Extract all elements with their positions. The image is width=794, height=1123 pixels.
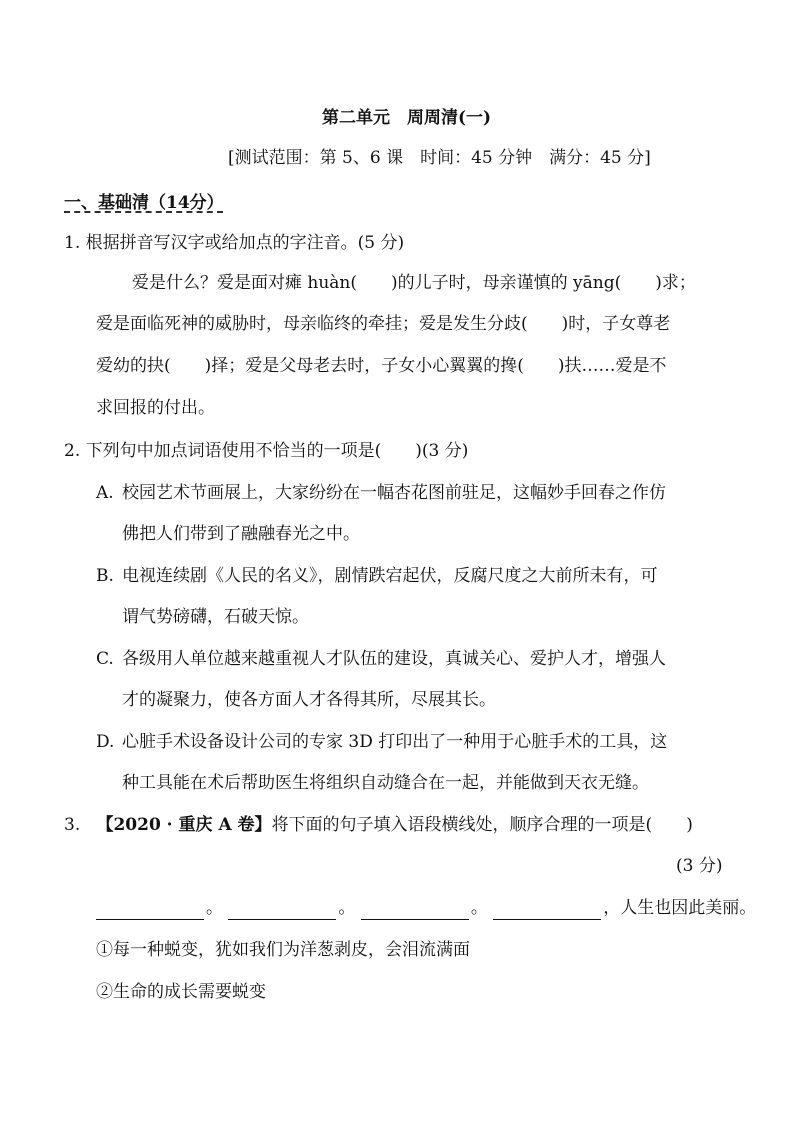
question-1-line: 爱幼的抉( )择；爱是父母老去时，子女小心翼翼的搀( )扶……爱是不 — [96, 356, 667, 376]
page-title: 第二单元 周周清(一) — [322, 108, 492, 128]
question-1-line: 求回报的付出。 — [96, 398, 215, 418]
option-a-text-cont: 佛把人们带到了融融春光之中。 — [122, 524, 360, 544]
option-label: D. — [96, 732, 115, 752]
option-d-text: 心脏手术设备设计公司的专家 3D 打印出了一种用于心脏手术的工具，这 — [122, 732, 668, 752]
sentence-item: ①每一种蜕变，犹如我们为洋葱剥皮，会泪流满面 — [96, 940, 470, 960]
answer-blank[interactable] — [228, 901, 336, 920]
section-heading-basics: 一、基础清（14分） — [64, 193, 224, 213]
sentence-item: ②生命的成长需要蜕变 — [96, 982, 266, 1002]
question-1-line: 爱是什么？爱是面对瘫 huàn( )的儿子时，母亲谨慎的 yāng( )求； — [132, 273, 696, 293]
question-2-stem: 2. 下列句中加点词语使用不恰当的一项是( )(3 分) — [64, 441, 469, 461]
option-label: C. — [96, 649, 114, 669]
option-a-text: 校园艺术节画展上，大家纷纷在一幅杏花图前驻足，这幅妙手回春之作仿 — [122, 483, 666, 503]
option-label: A. — [96, 483, 114, 503]
answer-blank[interactable] — [361, 901, 469, 920]
option-b-text-cont: 谓气势磅礴，石破天惊。 — [122, 607, 309, 627]
question-1-stem: 1. 根据拼音写汉字或给加点的字注音。(5 分) — [64, 233, 405, 253]
answer-blank[interactable] — [96, 901, 204, 920]
test-info: [测试范围：第 5、6 课 时间：45 分钟 满分：45 分] — [228, 148, 651, 168]
question-3-source-tag: 【2020 · 重庆 A 卷】 — [96, 815, 272, 835]
answer-blank[interactable] — [493, 901, 601, 920]
question-3-stem — [64, 813, 693, 837]
question-1-line: 爱是面临死神的威胁时，母亲临终的牵挂；爱是发生分歧( )时，子女尊老 — [96, 314, 671, 334]
option-c-text: 各级用人单位越来越重视人才队伍的建设，真诚关心、爱护人才，增强人 — [122, 649, 666, 669]
option-b-text: 电视连续剧《人民的名义》，剧情跌宕起伏，反腐尺度之大前所未有，可 — [122, 566, 658, 586]
question-3-number: 3. — [64, 815, 81, 835]
blank-separator: 。 — [338, 898, 356, 918]
fill-blank-row — [96, 896, 756, 920]
option-c-text-cont: 才的凝聚力，使各方面人才各得其所，尽展其长。 — [122, 690, 496, 710]
blank-tail-text: ，人生也因此美丽。 — [603, 898, 757, 918]
blank-separator: 。 — [206, 898, 223, 918]
question-3-text: 将下面的句子填入语段横线处，顺序合理的一项是( ) — [271, 815, 693, 835]
question-3-score: (3 分) — [676, 856, 723, 876]
blank-separator: 。 — [470, 898, 488, 918]
option-d-text-cont: 种工具能在术后帮助医生将组织自动缝合在一起，并能做到天衣无缝。 — [122, 773, 649, 793]
option-label: B. — [96, 566, 114, 586]
